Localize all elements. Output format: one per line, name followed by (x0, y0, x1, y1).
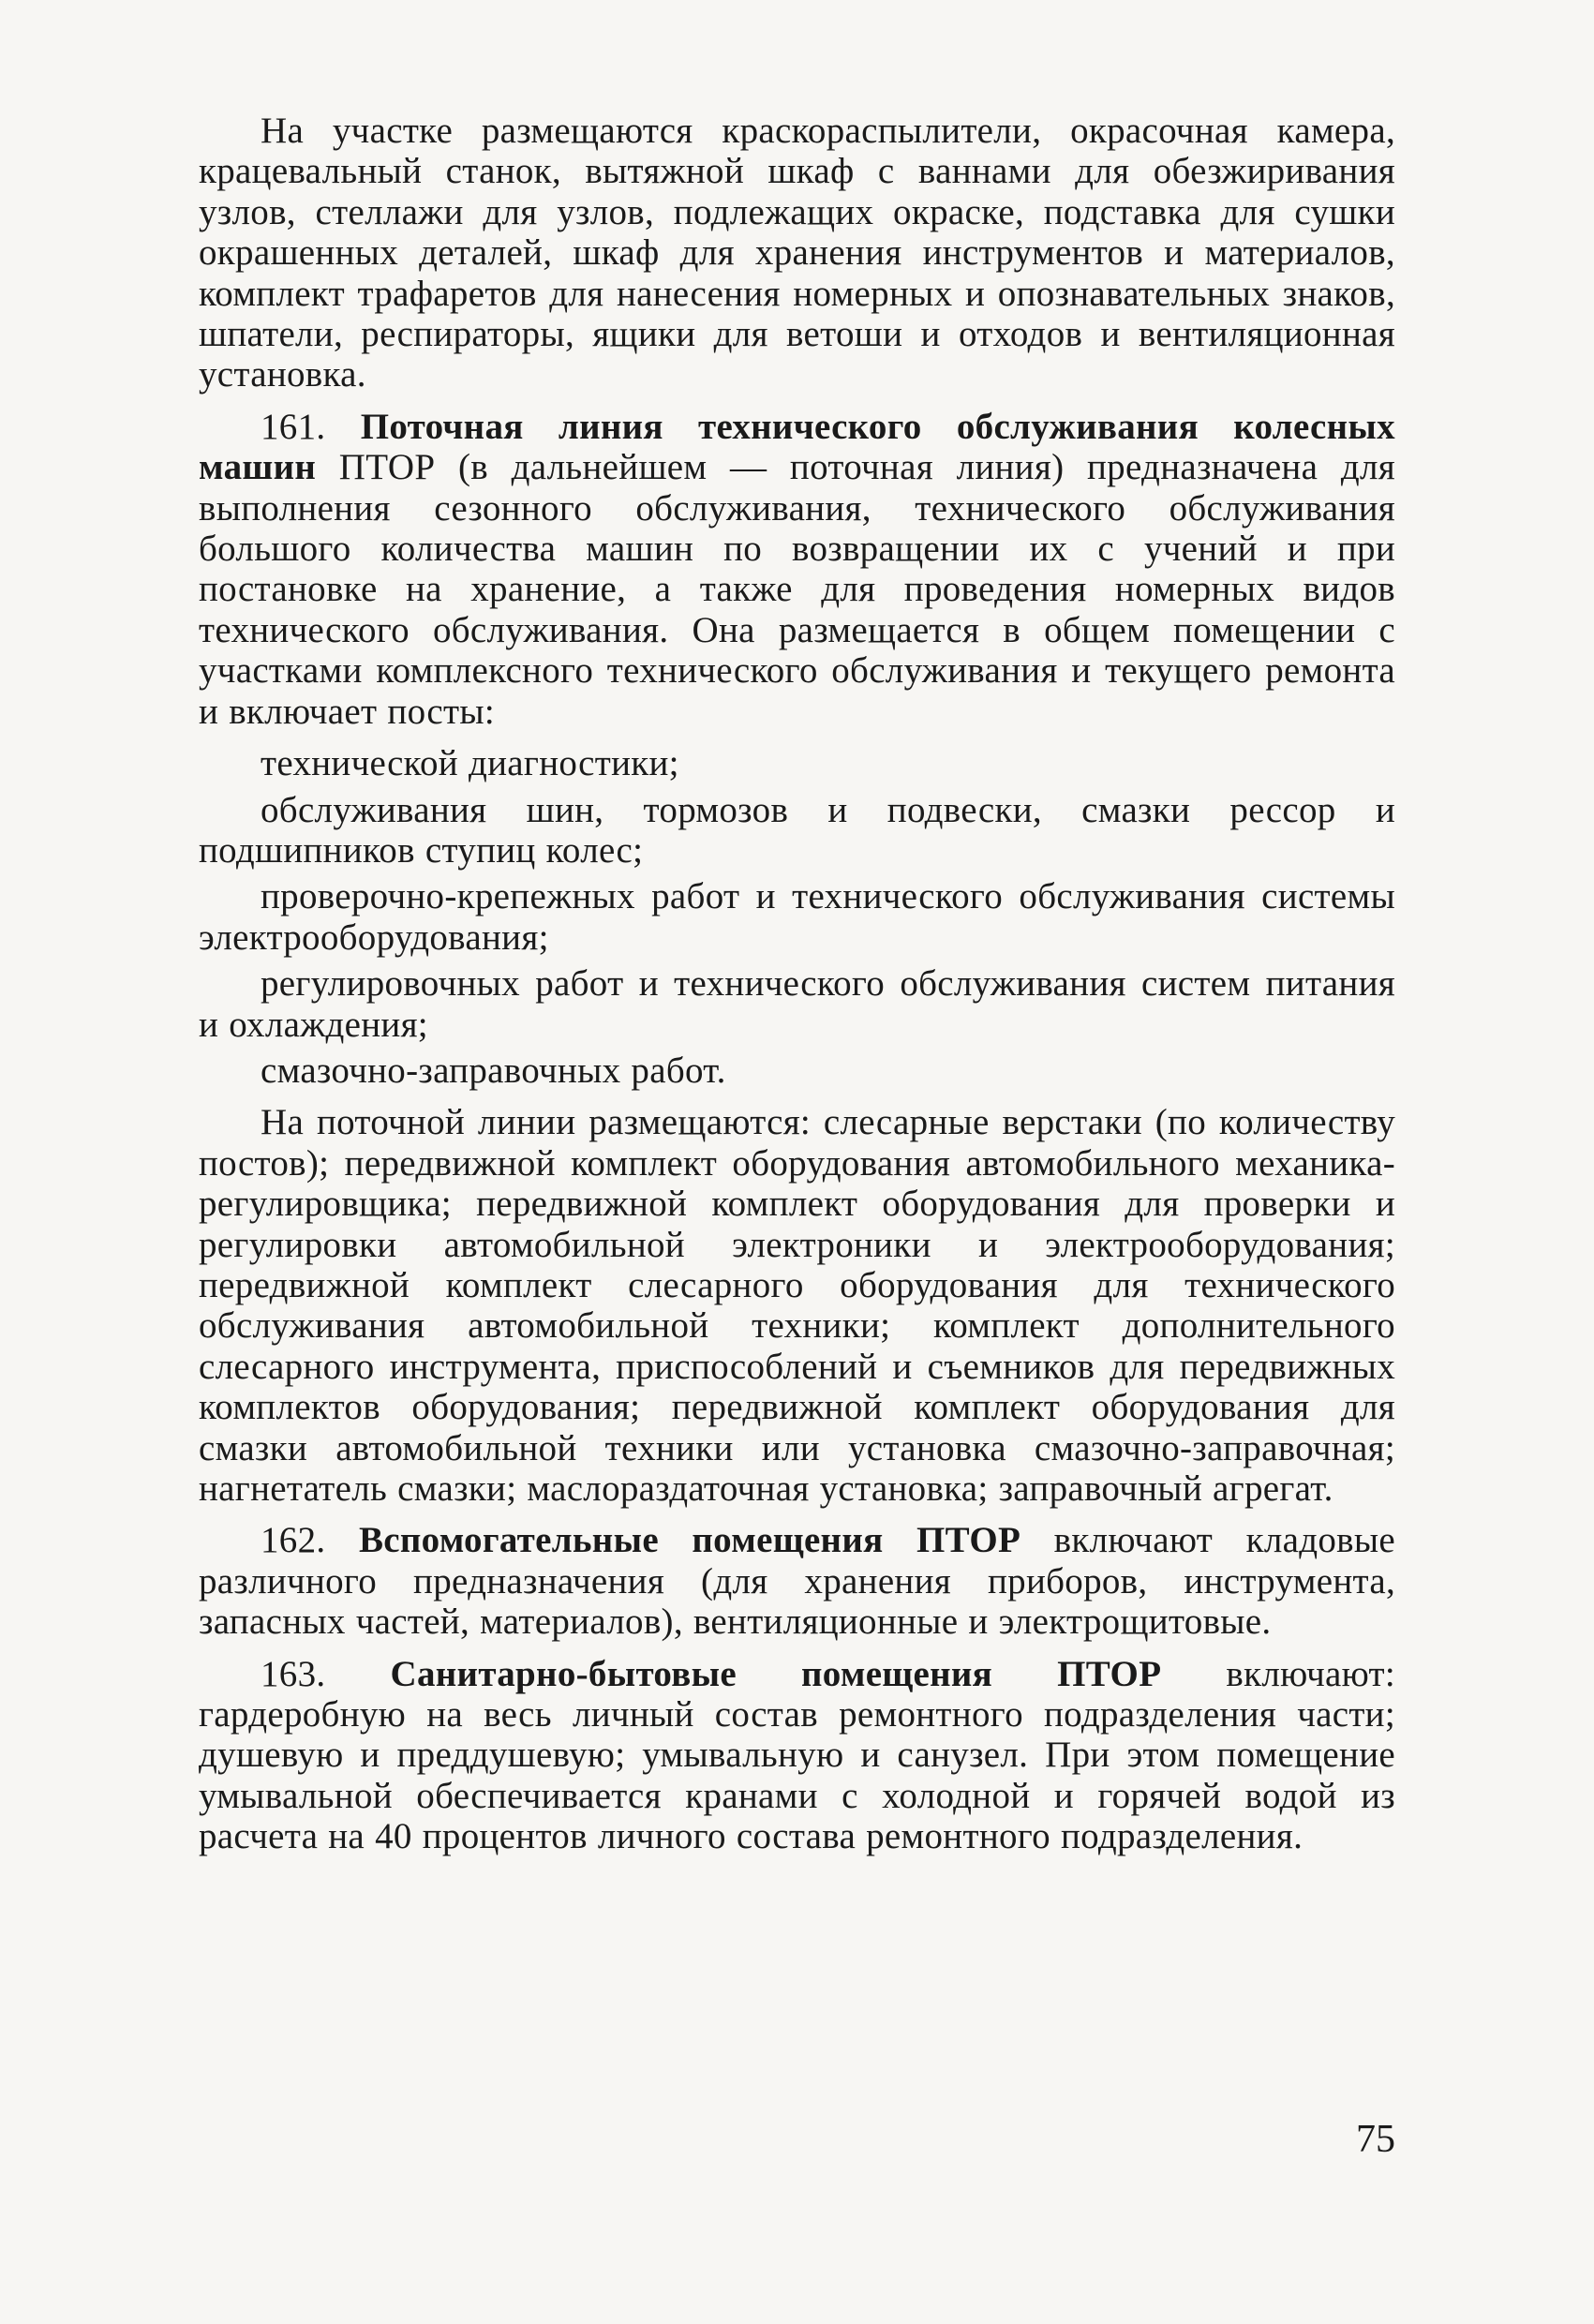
paragraph-text: На поточной линии размещаются: слесарные верстаки (по количеству постов); передвижной комплект оборудования автомобильного механика-регулировщика; передвижной комплект оборудования для проверки и регулировки автомобильной электроники и электрооборудования; передвижной комплект слесарного оборудования для технического обслуживания автомобильной техники; комплект дополнительного слесарного инструмента, приспособлений и съемников для передвижных комплектов оборудования; передвижной комплект оборудования для смазки автомобильной техники или установка смазочно-заправочная; нагнетатель смазки; маслораздаточная установка; заправочный агрегат. (199, 1102, 1395, 1509)
paragraph-painting-equipment (199, 111, 1395, 395)
paragraph-line-equipment (199, 1102, 1395, 1509)
paragraph-text: включают: гардеробную на весь личный состав ремонтного подразделения части; душевую и преддушевую; умывальную и санузел. При этом помещение умывальной обеспечивается кранами с холодной и горячей водой из расчета на 40 процентов личного состава ремонтного подразделения. (199, 1653, 1395, 1857)
list-item-text: проверочно-крепежных работ и технического обслуживания системы электрооборудования; (199, 876, 1395, 958)
list-item-fastening (199, 876, 1395, 958)
paragraph-text: ПТОР (в дальнейшем — поточная линия) предназначена для выполнения сезонного обслуживания, технического обслуживания большого количества машин по возвращении их с учений и при постановке на хранение, а также для проведения номерных видов технического обслуживания. Она размещается в общем помещении с участками комплексного технического обслуживания и текущего ремонта и включает посты: (199, 447, 1395, 732)
paragraph-number: 161. (261, 406, 326, 447)
paragraph-text: включают кладовые различного предназначения (для хранения приборов, инструмента, запасных частей, материалов), вентиляционные и электрощитовые. (199, 1520, 1395, 1643)
list-item-text: технической диагностики; (261, 743, 679, 784)
paragraph-161 (199, 407, 1395, 732)
list-item-lubrication (199, 1050, 1395, 1091)
paragraph-number: 162. (261, 1520, 326, 1561)
list-item-text: обслуживания шин, тормозов и подвески, смазки рессор и подшипников ступиц колес; (199, 789, 1395, 871)
paragraph-162 (199, 1520, 1395, 1642)
list-item-tires-brakes (199, 790, 1395, 872)
list-item-diagnostics (199, 743, 1395, 783)
list-item-text: смазочно-заправочных работ. (261, 1050, 726, 1091)
list-item-text: регулировочных работ и технического обслуживания систем питания и охлаждения; (199, 963, 1395, 1045)
paragraph-heading: Поточная линия технического обслуживания колесных машин (199, 406, 1395, 488)
paragraph-heading: Санитарно-бытовые помещения ПТОР (390, 1653, 1162, 1694)
paragraph-text: На участке размещаются краскораспылители, окрасочная камера, крацевальный станок, вытяжной шкаф с ваннами для обезжиривания узлов, стеллажи для узлов, подлежащих окраске, подставка для сушки окрашенных деталей, шкаф для хранения инструментов и материалов, комплект трафаретов для нанесения номерных и опознавательных знаков, шпатели, респираторы, ящики для ветоши и отходов и вентиляционная установка. (199, 111, 1395, 395)
paragraph-number: 163. (261, 1653, 326, 1694)
body-text (199, 111, 1395, 1857)
paragraph-heading: Вспомогательные помещения ПТОР (358, 1520, 1021, 1561)
page-number: 75 (1356, 2118, 1395, 2161)
list-item-adjustment (199, 963, 1395, 1045)
paragraph-163 (199, 1654, 1395, 1857)
